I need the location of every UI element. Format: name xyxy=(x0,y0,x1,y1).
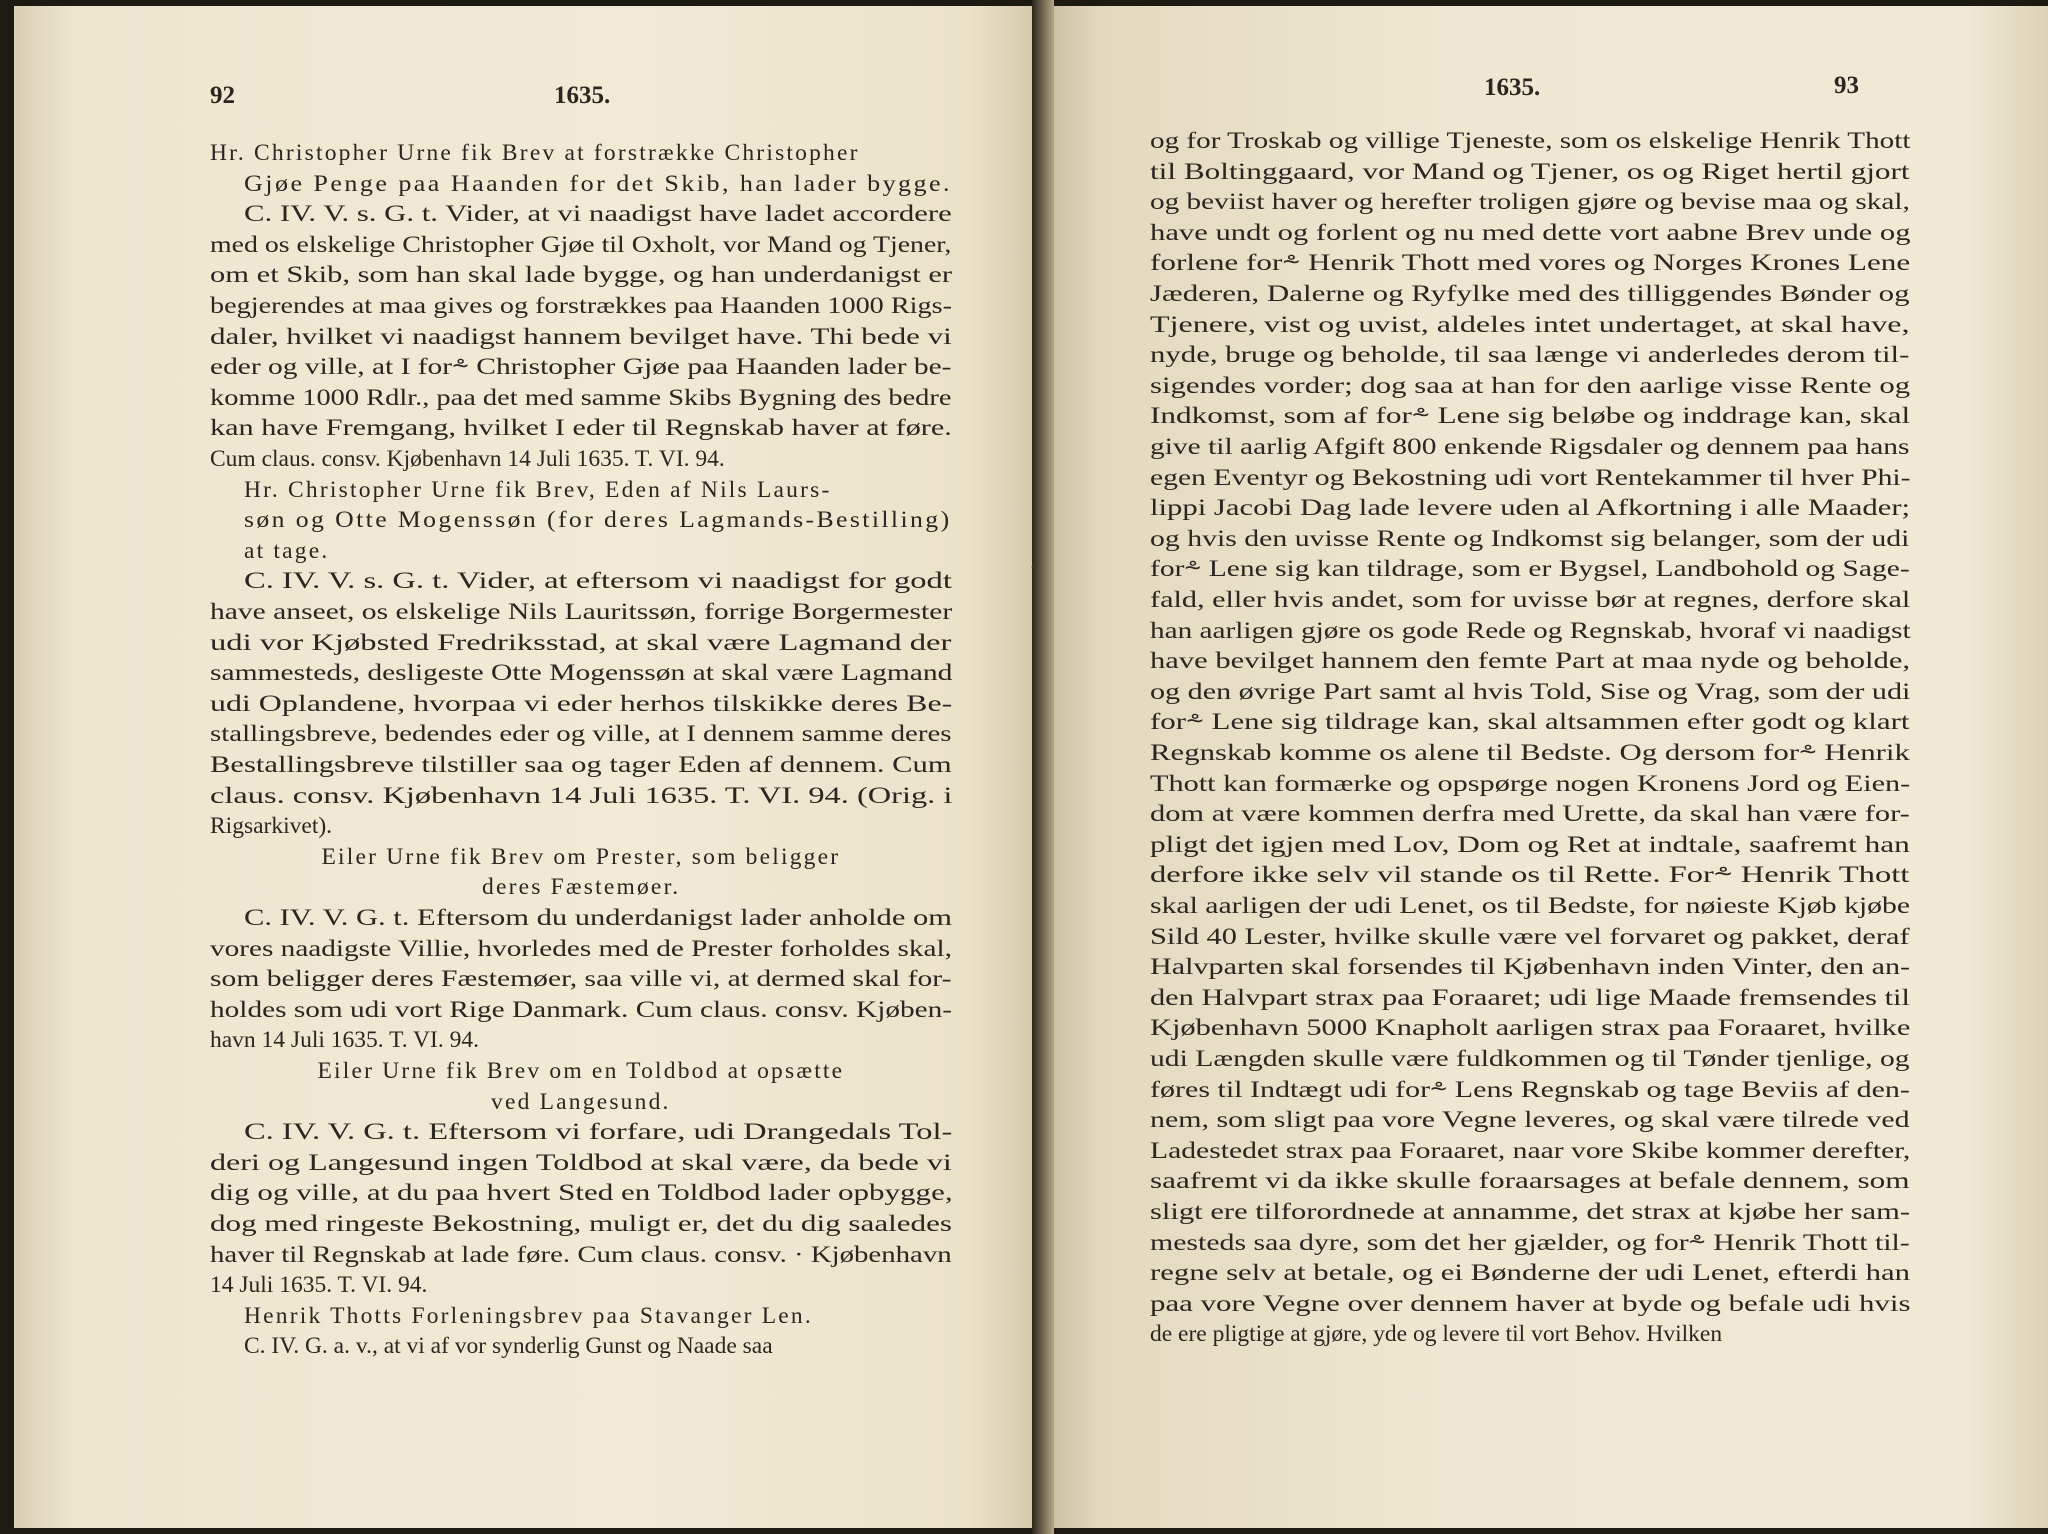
right_page-line-33: nem, som sligt paa vore Vegne leveres, og skal være tilrede ved xyxy=(1150,1107,1910,1134)
right_page-line-18: have bevilget hannem den femte Part at maa nyde og beholde, xyxy=(1150,648,1911,675)
right_page-line-34: Ladestedet strax paa Foraaret, naar vore Skibe kommer derefter, xyxy=(1150,1137,1911,1164)
right_page-line-17: han aarligen gjøre os gode Rede og Regnskab, hvoraf vi naadigst xyxy=(1150,617,1911,644)
right_page-line-37: mesteds saa dyre, som det her gjælder, og for⸛ Henrik Thott til- xyxy=(1150,1229,1910,1256)
left_page-line-28: som beligger deres Fæstemøer, saa ville vi, at dermed skal for- xyxy=(210,966,952,993)
right_page-line-40: de ere pligtige at gjøre, yde og levere til vort Behov. Hvilken xyxy=(1150,1321,1723,1348)
left_page-line-22: claus. consv. Kjøbenhavn 14 Juli 1635. T. VI. 94. (Orig. i xyxy=(210,782,953,809)
left-page xyxy=(14,6,1052,1528)
right_page-line-13: lippi Jacobi Dag lade levere uden al Afkortning i alle Maader; xyxy=(1150,495,1911,522)
left_page-line-17: udi vor Kjøbsted Fredriksstad, at skal være Lagmand der xyxy=(210,629,952,656)
right_page-line-14: og hvis den uvisse Rente og Indkomst sig belanger, som der udi xyxy=(1150,525,1910,552)
left_page-line-19: udi Oplandene, hvorpaa vi eder herhos tilskikke deres Be- xyxy=(210,690,953,717)
right_page-line-32: føres til Indtægt udi for⸛ Lens Regnskab og tage Beviis af den- xyxy=(1150,1076,1910,1103)
left_page-line-25: deres Fæstemøer. xyxy=(482,874,681,901)
left_page-line-33: C. IV. V. G. t. Eftersom vi forfare, udi Drangedals Tol- xyxy=(244,1119,953,1146)
left_page-line-11: Cum claus. consv. Kjøbenhavn 14 Juli 1635. T. VI. 94. xyxy=(210,446,725,472)
left_page-line-31: Eiler Urne fik Brev om en Toldbod at opsætte xyxy=(317,1058,845,1084)
left_page-line-21: Bestallingsbreve tilstiller saa og tager Eden af dennem. Cum xyxy=(210,752,952,778)
right_page-line-28: Halvparten skal forsendes til Kjøbenhavn inden Vinter, den an- xyxy=(1150,954,1911,981)
right_page-line-8: nyde, bruge og beholde, til saa længe vi anderledes derom til- xyxy=(1150,342,1910,369)
right_page-line-16: fald, eller hvis andet, som for uvisse bør at regnes, derfore skal xyxy=(1150,587,1911,613)
left_page-line-32: ved Langesund. xyxy=(491,1088,671,1115)
left_page-line-37: haver til Regnskab at lade føre. Cum claus. consv. · Kjøbenhavn xyxy=(210,1241,952,1268)
left_page-line-3: C. IV. V. s. G. t. Vider, at vi naadigst have ladet accordere xyxy=(244,201,952,228)
left_page-line-29: holdes som udi vort Rige Danmark. Cum claus. consv. Kjøben- xyxy=(210,996,953,1023)
right_page-line-29: den Halvpart strax paa Foraaret; udi lige Maade fremsendes til xyxy=(1150,984,1910,1011)
right_page-line-15: for⸛ Lene sig kan tildrage, som er Bygsel, Landbohold og Sage- xyxy=(1150,556,1910,583)
left_page-line-6: begjerendes at maa gives og forstrækkes paa Haanden 1000 Rigs- xyxy=(210,293,952,319)
right_page-line-3: og beviist haver og herefter troligen gjøre og bevise maa og skal, xyxy=(1150,189,1910,216)
right_page-line-24: pligt det igjen med Lov, Dom og Ret at indtale, saafremt han xyxy=(1150,831,1910,858)
left_page-line-14: at tage. xyxy=(244,537,330,564)
left_page-line-9: komme 1000 Rdlr., paa det med samme Skibs Bygning des bedre xyxy=(210,384,952,411)
right_page-line-2: til Boltinggaard, vor Mand og Tjener, os og Riget hertil gjort xyxy=(1150,158,1910,185)
left_page-line-35: dig og ville, at du paa hvert Sted en Toldbod lader opbygge, xyxy=(210,1180,953,1207)
right_page-line-20: for⸛ Lene sig tildrage kan, skal altsammen efter godt og klart xyxy=(1150,709,1910,736)
right-page xyxy=(1038,6,2048,1528)
left_page-line-2: Gjøe Penge paa Haanden for det Skib, han lader bygge. xyxy=(244,170,952,197)
right_page-line-4: have undt og forlent og nu med dette vort aabne Brev unde og xyxy=(1150,219,1911,246)
left_page-line-27: vores naadigste Villie, hvorledes med de Prester forholdes skal, xyxy=(210,935,952,962)
left_page-line-34: deri og Langesund ingen Toldbod at skal være, da bede vi xyxy=(210,1149,952,1176)
page-number-right: 93 xyxy=(1834,72,1859,99)
running-head-year-left: 1635. xyxy=(554,82,611,109)
left_page-line-12: Hr. Christopher Urne fik Brev, Eden af Nils Laurs- xyxy=(244,476,832,503)
right_page-line-35: saafremt vi da ikke skulle foraarsages at befale dennem, som xyxy=(1150,1168,1910,1195)
left_page-line-38: 14 Juli 1635. T. VI. 94. xyxy=(210,1272,428,1299)
right_page-line-36: sligt ere tilforordnede at annamme, det strax at kjøbe her sam- xyxy=(1150,1199,1911,1225)
right_page-line-1: og for Troskab og villige Tjeneste, som os elskelige Henrik Thott xyxy=(1150,128,1911,154)
left_page-line-30: havn 14 Juli 1635. T. VI. 94. xyxy=(210,1027,479,1054)
right_page-line-39: paa vore Vegne over dennem haver at byde og befale udi hvis xyxy=(1150,1290,1911,1317)
right_page-line-12: egen Eventyr og Bekostning udi vort Rentekammer til hver Phi- xyxy=(1150,464,1911,491)
right_page-line-38: regne selv at betale, og ei Bønderne der udi Lenet, efterdi han xyxy=(1150,1260,1911,1287)
left_page-line-5: om et Skib, som han skal lade bygge, og han underdanigst er xyxy=(210,262,953,289)
left_page-line-26: C. IV. V. G. t. Eftersom du underdanigst lader anholde om xyxy=(244,905,953,931)
right_page-line-11: give til aarlig Afgift 800 enkende Rigsdaler og dennem paa hans xyxy=(1150,434,1910,460)
right_page-line-19: og den øvrige Part samt al hvis Told, Sise og Vrag, som der udi xyxy=(1150,678,1911,705)
right_page-line-31: udi Længden skulle være fuldkommen og til Tønder tjenlige, og xyxy=(1150,1046,1910,1072)
left_page-line-13: søn og Otte Mogenssøn (for deres Lagmands-Bestilling) xyxy=(244,507,952,534)
right_page-line-22: Thott kan formærke og opspørge nogen Kronens Jord og Eien- xyxy=(1150,770,1911,797)
left_page-line-20: stallingsbreve, bedendes eder og ville, at I dennem samme deres xyxy=(210,721,952,748)
right_page-line-7: Tjenere, vist og uvist, aldeles intet undertaget, at skal have, xyxy=(1150,311,1910,338)
running-head-year-right: 1635. xyxy=(1484,74,1541,101)
right_page-line-27: Sild 40 Lester, hvilke skulle være vel forvaret og pakket, deraf xyxy=(1150,923,1910,950)
right_page-line-25: derfore ikke selv vil stande os til Rette. For⸛ Henrik Thott xyxy=(1150,862,1910,889)
left_page-line-1: Hr. Christopher Urne fik Brev at forstrække Christopher xyxy=(210,140,860,166)
gutter-mark: ‹ xyxy=(1030,554,1038,578)
right_page-line-6: Jæderen, Dalerne og Ryfylke med des tilliggendes Bønder og xyxy=(1150,281,1910,307)
left_page-line-7: daler, hvilket vi naadigst hannem bevilget have. Thi bede vi xyxy=(210,323,952,350)
book-gutter xyxy=(1032,0,1054,1534)
left_page-line-18: sammesteds, desligeste Otte Mogenssøn at skal være Lagmand xyxy=(210,660,953,687)
right_page-line-23: dom at være kommen derfra med Urette, da skal han være for- xyxy=(1150,801,1910,828)
left_page-line-23: Rigsarkivet). xyxy=(210,813,333,840)
left_page-line-4: med os elskelige Christopher Gjøe til Oxholt, vor Mand og Tjener, xyxy=(210,231,952,258)
left_page-line-40: C. IV. G. a. v., at vi af vor synderlig Gunst og Naade saa xyxy=(244,1333,773,1360)
left_page-line-15: C. IV. V. s. G. t. Vider, at eftersom vi naadigst for godt xyxy=(244,568,952,595)
page-number-left: 92 xyxy=(210,82,235,109)
right_page-line-21: Regnskab komme os alene til Bedste. Og dersom for⸛ Henrik xyxy=(1150,740,1910,766)
left_page-line-39: Henrik Thotts Forleningsbrev paa Stavanger Len. xyxy=(244,1302,813,1329)
right_page-line-30: Kjøbenhavn 5000 Knapholt aarligen strax paa Foraaret, hvilke xyxy=(1150,1015,1911,1042)
right_page-line-26: skal aarligen der udi Lenet, os til Bedste, for nøieste Kjøb kjøbe xyxy=(1150,893,1911,919)
left_page-line-10: kan have Fremgang, hvilket I eder til Regnskab haver at føre. xyxy=(210,415,952,442)
right_page-line-10: Indkomst, som af for⸛ Lene sig beløbe og inddrage kan, skal xyxy=(1150,403,1911,430)
left_page-line-36: dog med ringeste Bekostning, muligt er, det du dig saaledes xyxy=(210,1211,952,1237)
right_page-line-5: forlene for⸛ Henrik Thott med vores og Norges Krones Lene xyxy=(1150,250,1911,277)
left_page-line-16: have anseet, os elskelige Nils Lauritssøn, forrige Borgermester xyxy=(210,599,953,625)
right_page-line-9: sigendes vorder; dog saa at han for den aarlige visse Rente og xyxy=(1150,372,1911,399)
left_page-line-24: Eiler Urne fik Brev om Prester, som beligger xyxy=(321,843,841,870)
left_page-line-8: eder og ville, at I for⸛ Christopher Gjøe paa Haanden lader be- xyxy=(210,354,952,381)
